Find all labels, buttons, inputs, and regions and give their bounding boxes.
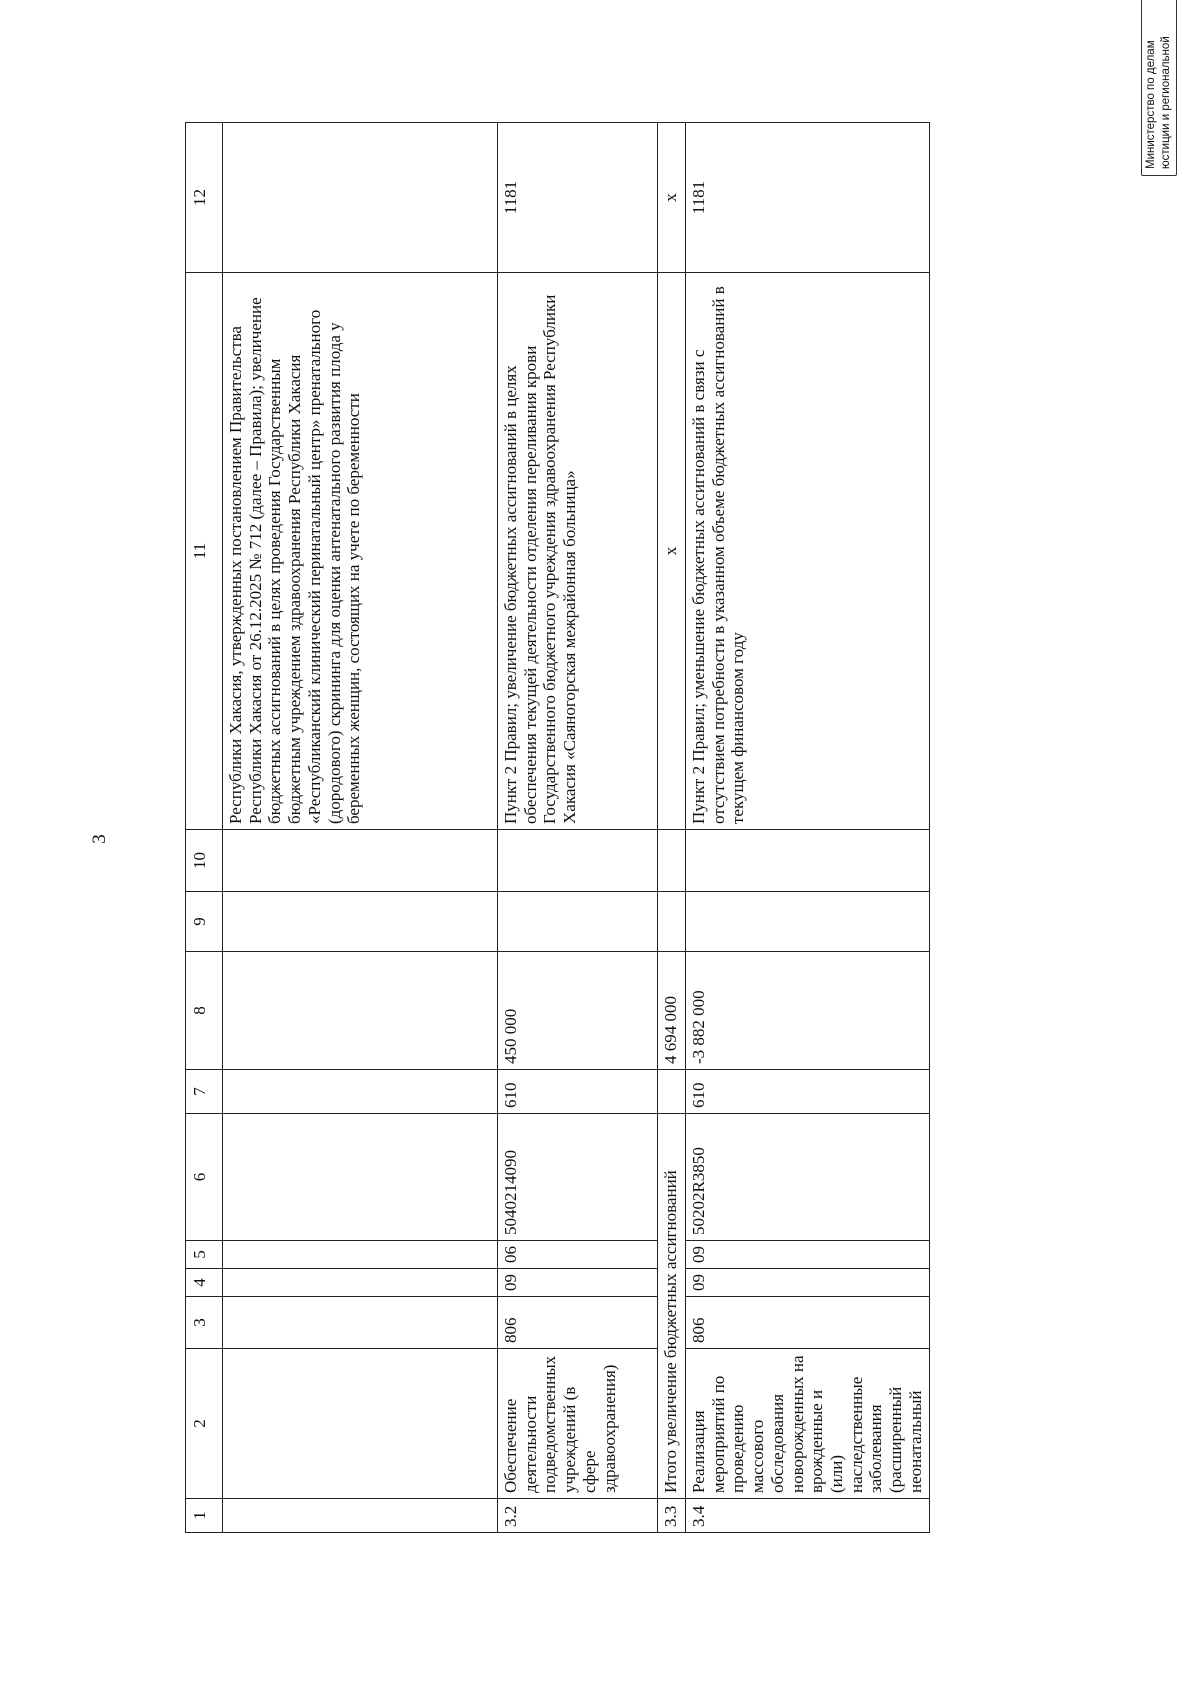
cell-justification: Республики Хакасия, утвержденных постановлением Правительства Республики Хакасия от 26.12.2025 № 712 (далее – Правила); увеличение бюджетных ассигнований в целях проведения Государственным бюджетным учреждением здравоохранения Республики Хакасия «Республиканский клинический перинатальный центр» пренатального (дородового) скрининга для оценки антенатального развития плода у беременных женщин, состоящих на учете по беременности xyxy=(223,273,498,830)
cell-code xyxy=(223,1241,498,1269)
cell-code xyxy=(223,1070,498,1114)
row-number: 3.4 xyxy=(686,1499,930,1533)
column-header: 1 xyxy=(186,1499,223,1533)
column-header: 6 xyxy=(186,1114,223,1241)
column-header: 12 xyxy=(186,123,223,273)
cell-empty xyxy=(686,892,930,952)
cell-name xyxy=(223,1349,498,1499)
cell-justification: Пункт 2 Правил; увеличение бюджетных ассигнований в целях обеспечения текущей деятельности отделения переливания крови Государственного бюджетного учреждения здравоохранения Республики Хакасия «Саяногорская межрайонная больница» xyxy=(498,273,658,830)
cell-code: 09 xyxy=(686,1269,930,1297)
column-header: 7 xyxy=(186,1070,223,1114)
cell-empty xyxy=(498,830,658,892)
cell-name: Обеспечение деятельности подведомственных учреждений (в сфере здравоохранения) xyxy=(498,1349,658,1499)
row-number: 3.3 xyxy=(658,1499,686,1533)
cell-code xyxy=(658,1070,686,1114)
cell-name: Реализация мероприятий по проведению массового обследования новорожденных на врожденные и (или) наследственные заболевания (расширенный неонатальный xyxy=(686,1349,930,1499)
cell-amount: 4 694 000 xyxy=(658,952,686,1070)
stamp-line-1: Министерство по делам xyxy=(1145,40,1157,169)
cell-empty xyxy=(223,892,498,952)
cell-code: 1181 xyxy=(498,123,658,273)
column-header: 11 xyxy=(186,273,223,830)
cell-code: 09 xyxy=(498,1269,658,1297)
cell-code: 06 xyxy=(498,1241,658,1269)
column-header: 3 xyxy=(186,1297,223,1349)
cell-code xyxy=(223,1297,498,1349)
cell-amount xyxy=(223,952,498,1070)
table-row xyxy=(223,123,498,1533)
cell-code: 5040214090 xyxy=(498,1114,658,1241)
column-header: 8 xyxy=(186,952,223,1070)
cell-code: 50202R3850 xyxy=(686,1114,930,1241)
cell-code: 610 xyxy=(686,1070,930,1114)
stamp-line-2: юстиции и региональной xyxy=(1159,36,1172,169)
table-row-total xyxy=(658,123,686,1533)
cell-amount: -3 882 000 xyxy=(686,952,930,1070)
cell-code xyxy=(223,1114,498,1241)
column-header: 5 xyxy=(186,1241,223,1269)
cell-code: 806 xyxy=(498,1297,658,1349)
budget-table xyxy=(185,122,930,1533)
cell-code: 1181 xyxy=(686,123,930,273)
column-header: 10 xyxy=(186,830,223,892)
cell-code: 09 xyxy=(686,1241,930,1269)
table-row xyxy=(686,123,930,1533)
cell-code xyxy=(223,1269,498,1297)
registration-stamp xyxy=(1141,0,1187,176)
cell-empty xyxy=(658,892,686,952)
cell-justification: Пункт 2 Правил; уменьшение бюджетных ассигнований в связи с отсутствием потребности в указанном объеме бюджетных ассигнований в текущем финансовом году xyxy=(686,273,930,830)
cell-code: 610 xyxy=(498,1070,658,1114)
row-number xyxy=(223,1499,498,1533)
page-number: 3 xyxy=(88,834,110,844)
column-header: 4 xyxy=(186,1269,223,1297)
header-row xyxy=(186,123,223,1533)
cell-empty xyxy=(658,830,686,892)
table-row xyxy=(498,123,658,1533)
row-number: 3.2 xyxy=(498,1499,658,1533)
total-label: Итого увеличение бюджетных ассигнований xyxy=(658,1114,686,1499)
budget-table-rotated xyxy=(185,123,925,1533)
cell-empty xyxy=(686,830,930,892)
cell-amount: 450 000 xyxy=(498,952,658,1070)
cell-code: x xyxy=(658,123,686,273)
stamp-box xyxy=(1141,0,1177,176)
cell-empty xyxy=(498,892,658,952)
column-header: 2 xyxy=(186,1349,223,1499)
cell-code: 806 xyxy=(686,1297,930,1349)
cell-empty xyxy=(223,830,498,892)
cell-code xyxy=(223,123,498,273)
column-header: 9 xyxy=(186,892,223,952)
cell-justification: x xyxy=(658,273,686,830)
